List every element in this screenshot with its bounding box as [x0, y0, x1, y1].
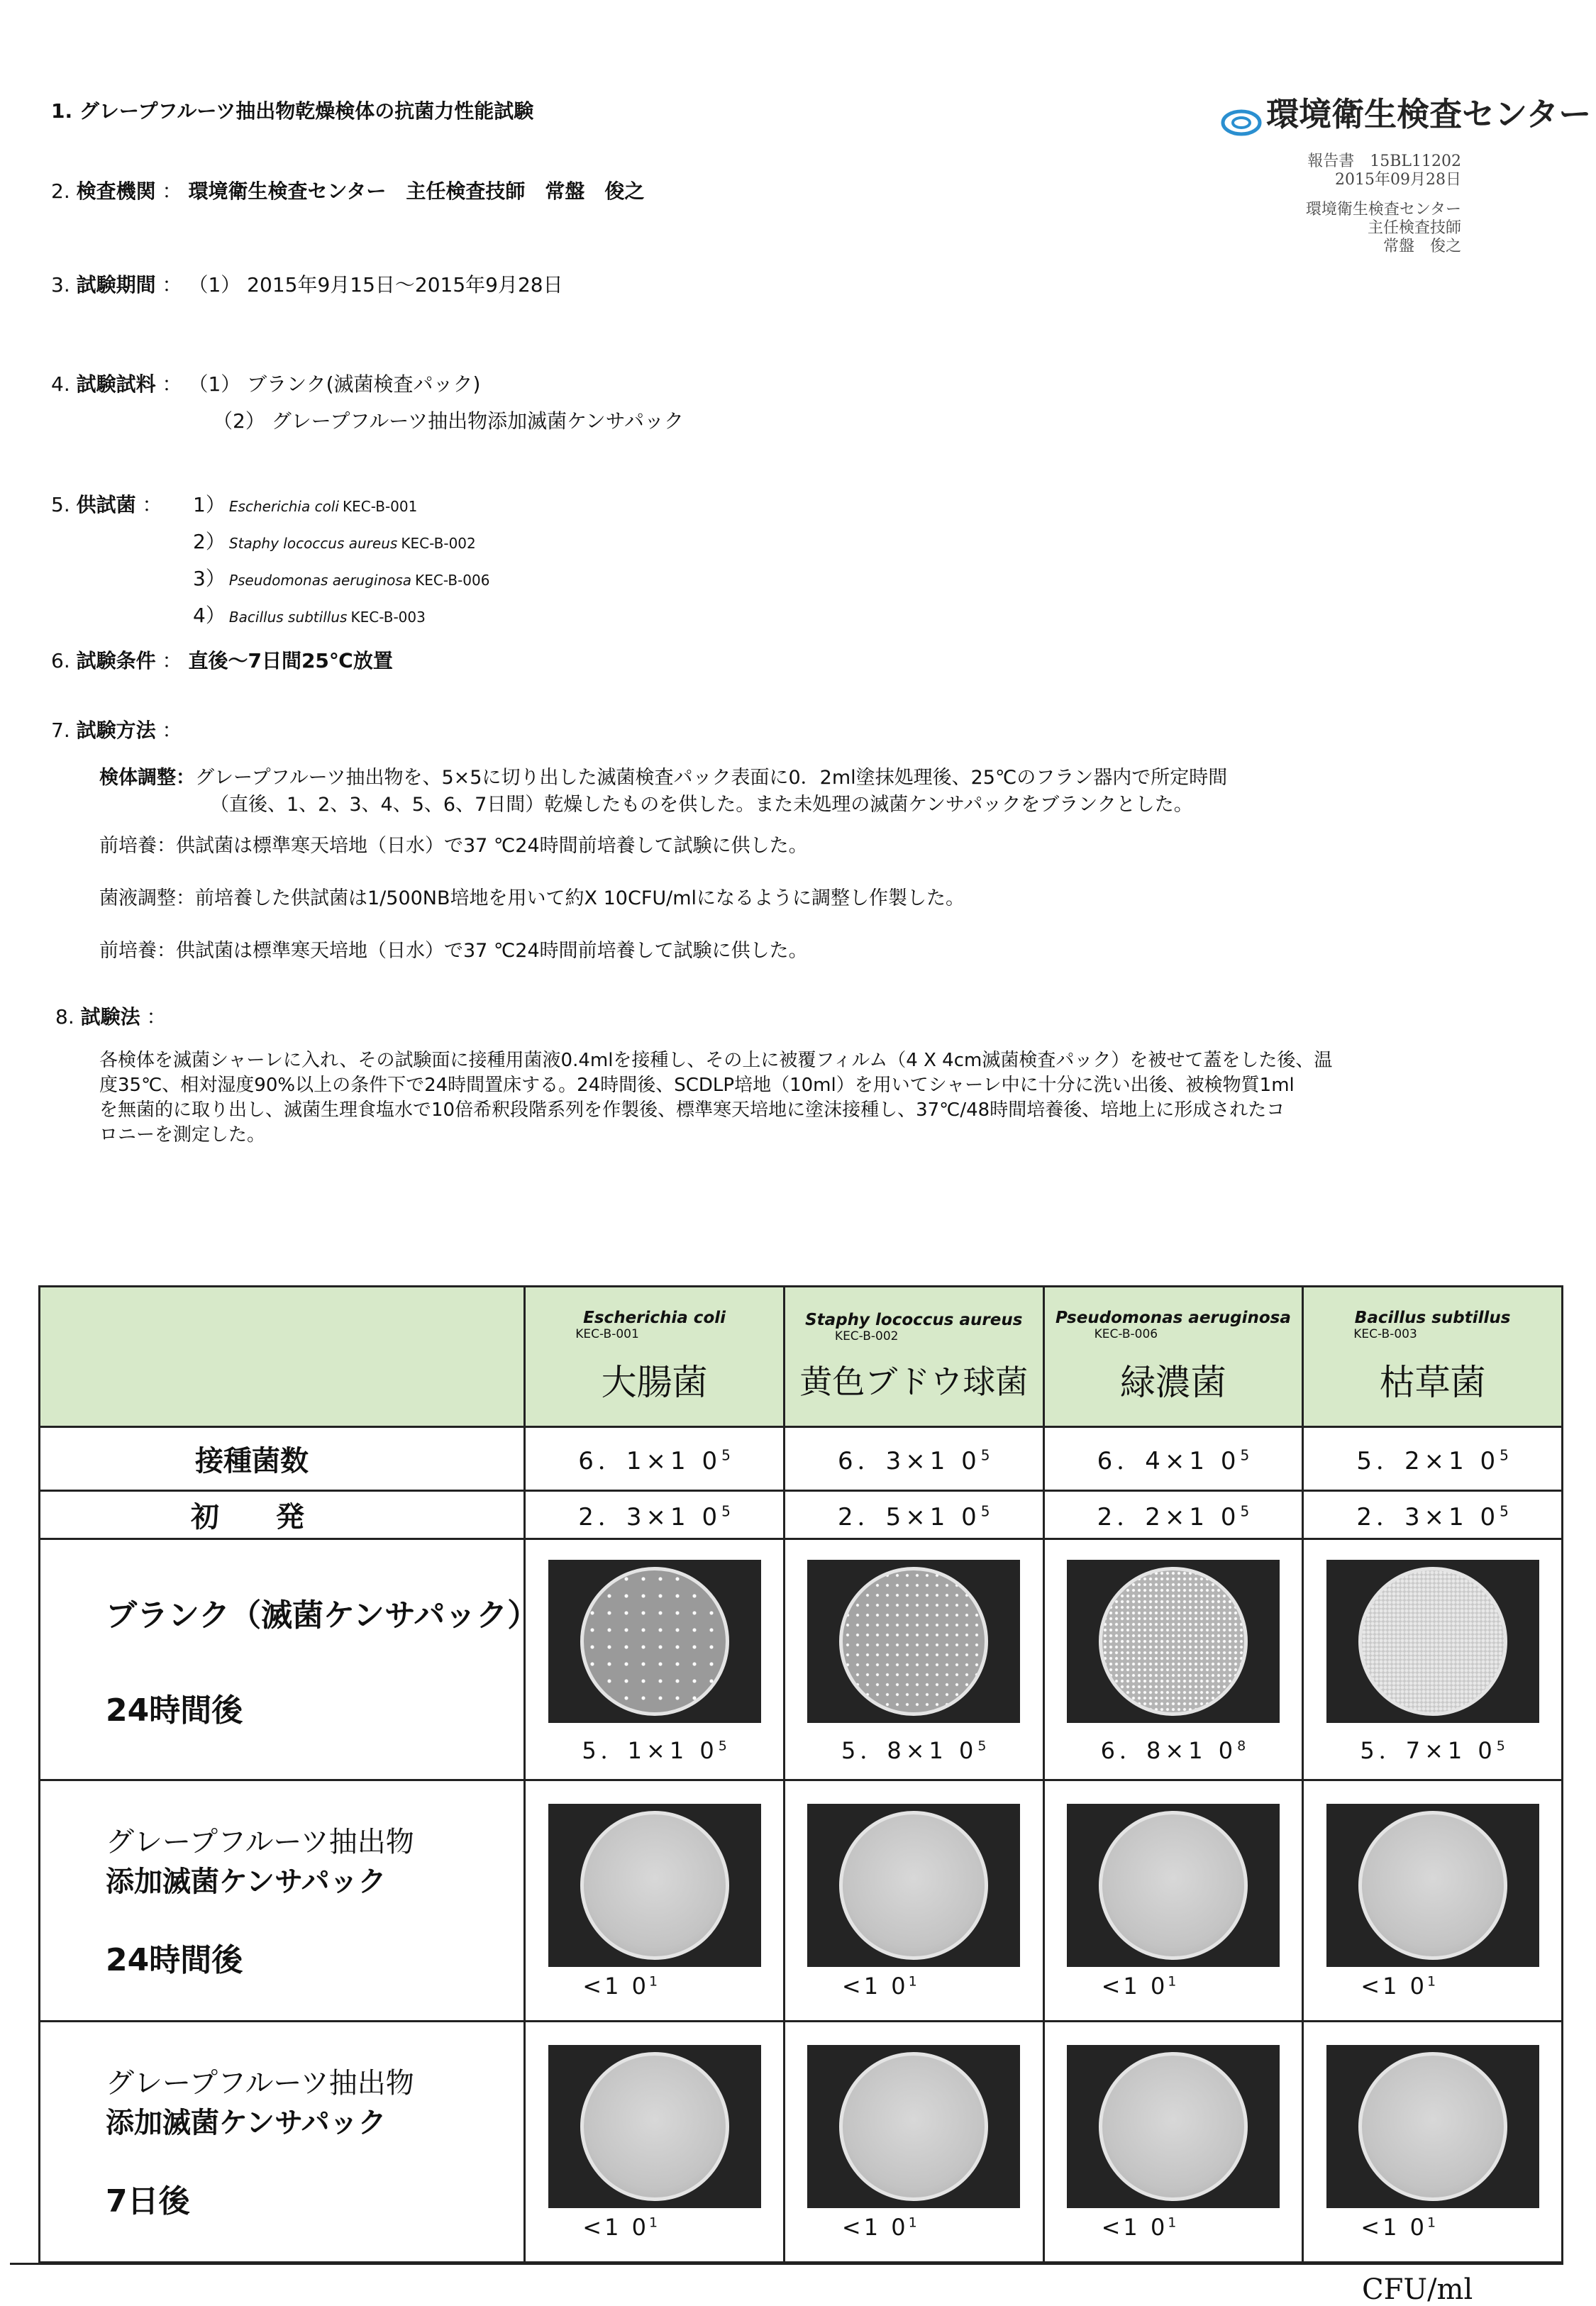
section-5-label: 供試菌: [76, 493, 136, 516]
p1-line-2: （直後、1、2、3、4、5、6、7日間）乾燥したものを供した。また未処理の滅菌ケンサパックをブランクとした。: [210, 794, 1193, 816]
section-6-text: 直後～7日間25℃放置: [188, 649, 393, 672]
section-8-body: [99, 1048, 1532, 1148]
section-3-text: （1） 2015年9月15日～2015年9月28日: [188, 273, 563, 296]
petri-dish-photo: [807, 2045, 1020, 2208]
table-cell: 5．8×1 $0^5$: [784, 1539, 1043, 1780]
section-2-num: 2.: [51, 179, 70, 203]
section-4-item-2: （2） グレープフルーツ抽出物添加滅菌ケンサパック: [213, 409, 684, 433]
petri-dish-photo: [1326, 1804, 1539, 1967]
section-2-label: 検査機関: [76, 179, 156, 203]
unit-label: CFU/ml: [1362, 2273, 1473, 2306]
header-empty-cell: [40, 1287, 525, 1427]
row-inoculum-label: 接種菌数: [40, 1427, 525, 1491]
row-grape-24h: [40, 1780, 1563, 2022]
row-initial: [40, 1491, 1563, 1539]
petri-dish-photo: [1067, 1804, 1280, 1967]
section-5-num: 5.: [51, 493, 70, 516]
table-cell: 5．2×1 $0^5$: [1303, 1427, 1563, 1491]
row-inoculum: [40, 1427, 1563, 1491]
table-cell: <1 $0^1$: [525, 2022, 785, 2263]
section-3-label: 試験期間: [76, 273, 156, 296]
table-cell: 5．1×1 $0^5$: [525, 1539, 785, 1780]
s8-line-4: ロニーを測定した。: [99, 1124, 266, 1146]
petri-dish-photo: [1067, 1560, 1280, 1723]
table-cell: 2．3×1 $0^5$: [525, 1491, 785, 1539]
section-6: 6. 試験条件 ： 直後～7日間25℃放置: [51, 649, 393, 672]
petri-dish-photo: [1067, 2045, 1280, 2208]
organism-item-1: 1） Escherichia coli KEC-B-001: [193, 493, 418, 516]
stamp-name: 常盤 俊之: [1382, 238, 1461, 255]
row-grape-7d-label: グレープフルーツ抽出物 添加滅菌ケンサパック 7日後: [40, 2022, 525, 2263]
table-header-row: [40, 1287, 1563, 1427]
org-logo: [1220, 89, 1591, 140]
section-2-text: 環境衛生検査センター 主任検査技師 常盤 俊之: [188, 179, 645, 203]
section-7-label: 試験方法: [76, 719, 156, 742]
section-4-item-1: （1） ブランク(滅菌検査パック): [188, 372, 481, 396]
report-stamp: [1248, 153, 1461, 256]
section-8: 8. 試験法 ：: [55, 1005, 167, 1029]
table-cell: 6．8×1 $0^8$: [1043, 1539, 1303, 1780]
s8-line-1: 各検体を滅菌シャーレに入れ、その試験面に接種用菌液0.4mlを接種し、その上に被覆フィルム（4 X 4cm滅菌検査パック）を被せて蓋をした後、温: [99, 1050, 1333, 1071]
bottom-rule: [10, 2263, 1563, 2265]
p4: 前培養：供試菌は標準寒天培地（日水）で37 ℃24時間前培養して試験に供した。: [99, 940, 808, 962]
row-blank-label: ブランク（滅菌ケンサパック） 24時間後: [40, 1539, 525, 1780]
stamp-title: 主任検査技師: [1367, 219, 1461, 237]
table-cell: <1 $0^1$: [1043, 2022, 1303, 2263]
header-col-3: Pseudomonas aeruginosa KEC-B-006 緑濃菌: [1043, 1287, 1303, 1427]
table-cell: <1 $0^1$: [1303, 2022, 1563, 2263]
section-1-text: グレープフルーツ抽出物乾燥検体の抗菌力性能試験: [79, 99, 534, 123]
report-date: 2015年09月28日: [1335, 171, 1461, 189]
results-table: [38, 1285, 1563, 2263]
row-grape-24h-label: グレープフルーツ抽出物 添加滅菌ケンサパック 24時間後: [40, 1780, 525, 2022]
table-cell: 2．3×1 $0^5$: [1303, 1491, 1563, 1539]
p1-line-1: グレープフルーツ抽出物を、5×5に切り出した滅菌検査パック表面に0．2ml塗抹処理後、25℃のフラン器内で所定時間: [195, 767, 1228, 789]
section-7: 7. 試験方法 ：: [51, 719, 182, 742]
organism-list: [193, 489, 489, 628]
section-6-label: 試験条件: [76, 649, 156, 672]
section-8-num: 8.: [55, 1005, 74, 1029]
p2: 前培養：供試菌は標準寒天培地（日水）で37 ℃24時間前培養して試験に供した。: [99, 835, 808, 857]
organism-item-2: 2） Staphy lococcus aureus KEC-B-002: [193, 530, 476, 553]
table-cell: 6．3×1 $0^5$: [784, 1427, 1043, 1491]
header-col-2: Staphy lococcus aureus KEC-B-002 黄色ブドウ球菌: [784, 1287, 1043, 1427]
s8-line-2: 度35℃、相対湿度90%以上の条件下で24時間置床する。24時間後、SCDLP培地（10ml）を用いてシャーレ中に十分に洗い出後、被検物質1ml: [99, 1075, 1295, 1096]
petri-dish-photo: [548, 2045, 761, 2208]
table-cell: 6．1×1 $0^5$: [525, 1427, 785, 1491]
table-cell: <1 $0^1$: [525, 1780, 785, 2022]
section-6-num: 6.: [51, 649, 70, 672]
petri-dish-photo: [807, 1804, 1020, 1967]
row-initial-label: 初 発: [40, 1491, 525, 1539]
petri-dish-photo: [548, 1804, 761, 1967]
p1-label: 検体調整：: [99, 767, 195, 789]
section-4-num: 4.: [51, 372, 70, 396]
petri-dish-photo: [1326, 1560, 1539, 1723]
section-7-body: [99, 765, 1518, 965]
table-cell: <1 $0^1$: [1303, 1780, 1563, 2022]
header-col-4: Bacillus subtillus KEC-B-003 枯草菌: [1303, 1287, 1563, 1427]
section-8-label: 試験法: [80, 1005, 140, 1029]
report-number: 報告書 15BL11202: [1307, 153, 1461, 170]
s8-line-3: を無菌的に取り出し、滅菌生理食塩水で10倍希釈段階系列を作製後、標準寒天培地に塗沫接種し、37℃/48時間培養後、培地上に形成されたコ: [99, 1099, 1285, 1121]
row-blank-24h: [40, 1539, 1563, 1780]
stamp-org: 環境衛生検査センター: [1305, 201, 1461, 218]
table-cell: 2．5×1 $0^5$: [784, 1491, 1043, 1539]
section-7-num: 7.: [51, 719, 70, 742]
row-grape-7d: [40, 2022, 1563, 2263]
organism-item-4: 4） Bacillus subtillus KEC-B-003: [193, 604, 426, 627]
logo-text: 環境衛生検査センター: [1266, 95, 1592, 133]
section-1-num: 1.: [51, 99, 73, 123]
petri-dish-photo: [1326, 2045, 1539, 2208]
table-cell: <1 $0^1$: [784, 2022, 1043, 2263]
section-4-label: 試験試料: [76, 372, 156, 396]
section-3-num: 3.: [51, 273, 70, 296]
table-cell: <1 $0^1$: [1043, 1780, 1303, 2022]
p3: 菌液調整：前培養した供試菌は1/500NB培地を用いて約X 10CFU/mlになるように調整し作製した。: [99, 887, 965, 909]
organism-item-3: 3） Pseudomonas aeruginosa KEC-B-006: [193, 567, 490, 590]
logo-swirl-icon: [1220, 105, 1263, 140]
table-cell: 5．7×1 $0^5$: [1303, 1539, 1563, 1780]
petri-dish-photo: [807, 1560, 1020, 1723]
petri-dish-photo: [548, 1560, 761, 1723]
section-4: 4. 試験試料 ： （1） ブランク(滅菌検査パック): [51, 372, 481, 396]
section-3: 3. 試験期間 ： （1） 2015年9月15日～2015年9月28日: [51, 273, 563, 296]
header-col-1: Escherichia coli KEC-B-001 大腸菌: [525, 1287, 785, 1427]
section-1: [51, 96, 533, 124]
table-cell: <1 $0^1$: [784, 1780, 1043, 2022]
section-2: 2. 検査機関 ： 環境衛生検査センター 主任検査技師 常盤 俊之: [51, 179, 645, 203]
table-cell: 6．4×1 $0^5$: [1043, 1427, 1303, 1491]
table-cell: 2．2×1 $0^5$: [1043, 1491, 1303, 1539]
section-5: 5. 供試菌 ：: [51, 493, 162, 516]
